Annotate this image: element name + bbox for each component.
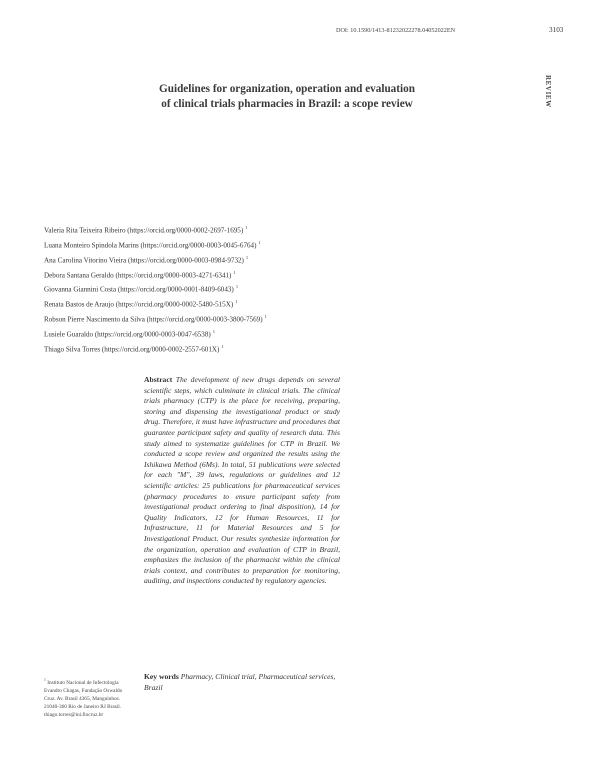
author-affiliation-mark: 1 — [245, 225, 248, 230]
author-item — [44, 222, 444, 237]
author-item — [44, 326, 444, 341]
author-name: Robson Pierre Nascimento da Silva (https://orcid.org/0000-0003-3800-7569) — [44, 315, 263, 324]
author-item — [44, 311, 444, 326]
author-name: Lusiele Guaraldo (https://orcid.org/0000-0003-0047-6538) — [44, 330, 211, 339]
author-name: Renata Bastos de Araujo (https://orcid.org/0000-0002-5480-515X) — [44, 300, 234, 309]
page-number: 3103 — [549, 26, 564, 34]
author-item — [44, 281, 444, 296]
author-item — [44, 296, 444, 311]
author-affiliation-mark: 1 — [235, 284, 239, 290]
abstract — [144, 375, 340, 587]
title-line-1: Guidelines for organization, operation and evaluation — [159, 83, 415, 95]
author-affiliation-mark: 1 — [221, 343, 224, 349]
section-label: REVIEW — [544, 75, 552, 108]
affiliation-text: Instituto Nacional de Infectologia Evandro Chagas, Fundação Oswaldo Cruz. Av. Brasil 4365, Manguinhos. 21040-360 Rio de Janeiro RJ Brasil. thiago.torres@ini.fiocruz.br — [44, 679, 123, 718]
keywords-text: Pharmacy, Clinical trial, Pharmaceutical services, Brazil — [144, 672, 336, 692]
author-name: Valeria Rita Teixeira Ribeiro (https://orcid.org/0000-0002-2697-1695) — [44, 226, 244, 235]
keywords-label: Key words — [144, 672, 179, 681]
author-name: Giovanna Giannini Costa (https://orcid.org/0000-0001-8409-6043) — [44, 285, 234, 294]
author-affiliation-mark: 1 — [212, 329, 215, 335]
author-item — [44, 252, 444, 267]
author-affiliation-mark: 1 — [235, 299, 238, 305]
author-affiliation-mark: 1 — [258, 239, 261, 245]
author-name: Debora Santana Geraldo (https://orcid.org/0000-0003-4271-6341) — [44, 270, 232, 279]
author-name: Ana Carolina Vitorino Vieira (https://orcid.org/0000-0003-0984-9732) — [44, 256, 244, 265]
author-name: Thiago Silva Torres (https://orcid.org/0000-0002-2557-601X) — [44, 345, 220, 354]
keywords — [144, 672, 340, 693]
author-item — [44, 267, 444, 282]
doi-text: DOI: 10.1590/1413-81232022278.04052022EN — [336, 27, 456, 34]
author-name: Luana Monteiro Spindola Marins (https://orcid.org/0000-0003-0045-6764) — [44, 241, 257, 250]
author-affiliation-mark: 1 — [264, 314, 267, 320]
author-item — [44, 341, 444, 356]
author-affiliation-mark: 1 — [245, 254, 249, 260]
author-item — [44, 237, 444, 252]
title-line-2: of clinical trials pharmacies in Brazil: a scope review — [161, 97, 413, 110]
abstract-label: Abstract — [144, 375, 173, 384]
author-affiliation-mark: 1 — [233, 269, 236, 275]
article-title — [137, 82, 437, 111]
affiliation-mark: 1 — [44, 678, 46, 682]
abstract-text: The development of new drugs depends on several scientific steps, which culminate in clinical trials. The clinical trials pharmacy (CTP) is the place for receiving, preparing, storing and dispensing the investigational product or study drug. Therefore, it must have infrastructure and procedures that guarantee participant safety and quality of research data. This study aimed to systematize guidelines for CTP in Brazil. We conducted a scope review and organized the results using the Ishikawa Method (6Ms). In total, 51 publications were selected for each "M", 39 laws, regulations or guidelines and 12 scientific articles: 25 publications for pharmaceutical services (pharmacy procedures to ensure participant safety from investigational product ordering to final disposition), 14 for Quality Indicators, 12 for Human Resources, 11 for Infrastructure, 11 for Material Resources and 5 for Investigational Product. Our results synthesize information for the organization, operation and evaluation of CTP in Brazil, emphasizes the inclusion of the pharmacist within the clinical trials context, and contributes to preparation for monitoring, auditing, and inspections conducted by regulatory agencies. — [144, 375, 340, 586]
affiliation-note — [44, 676, 132, 719]
author-list — [44, 222, 444, 356]
